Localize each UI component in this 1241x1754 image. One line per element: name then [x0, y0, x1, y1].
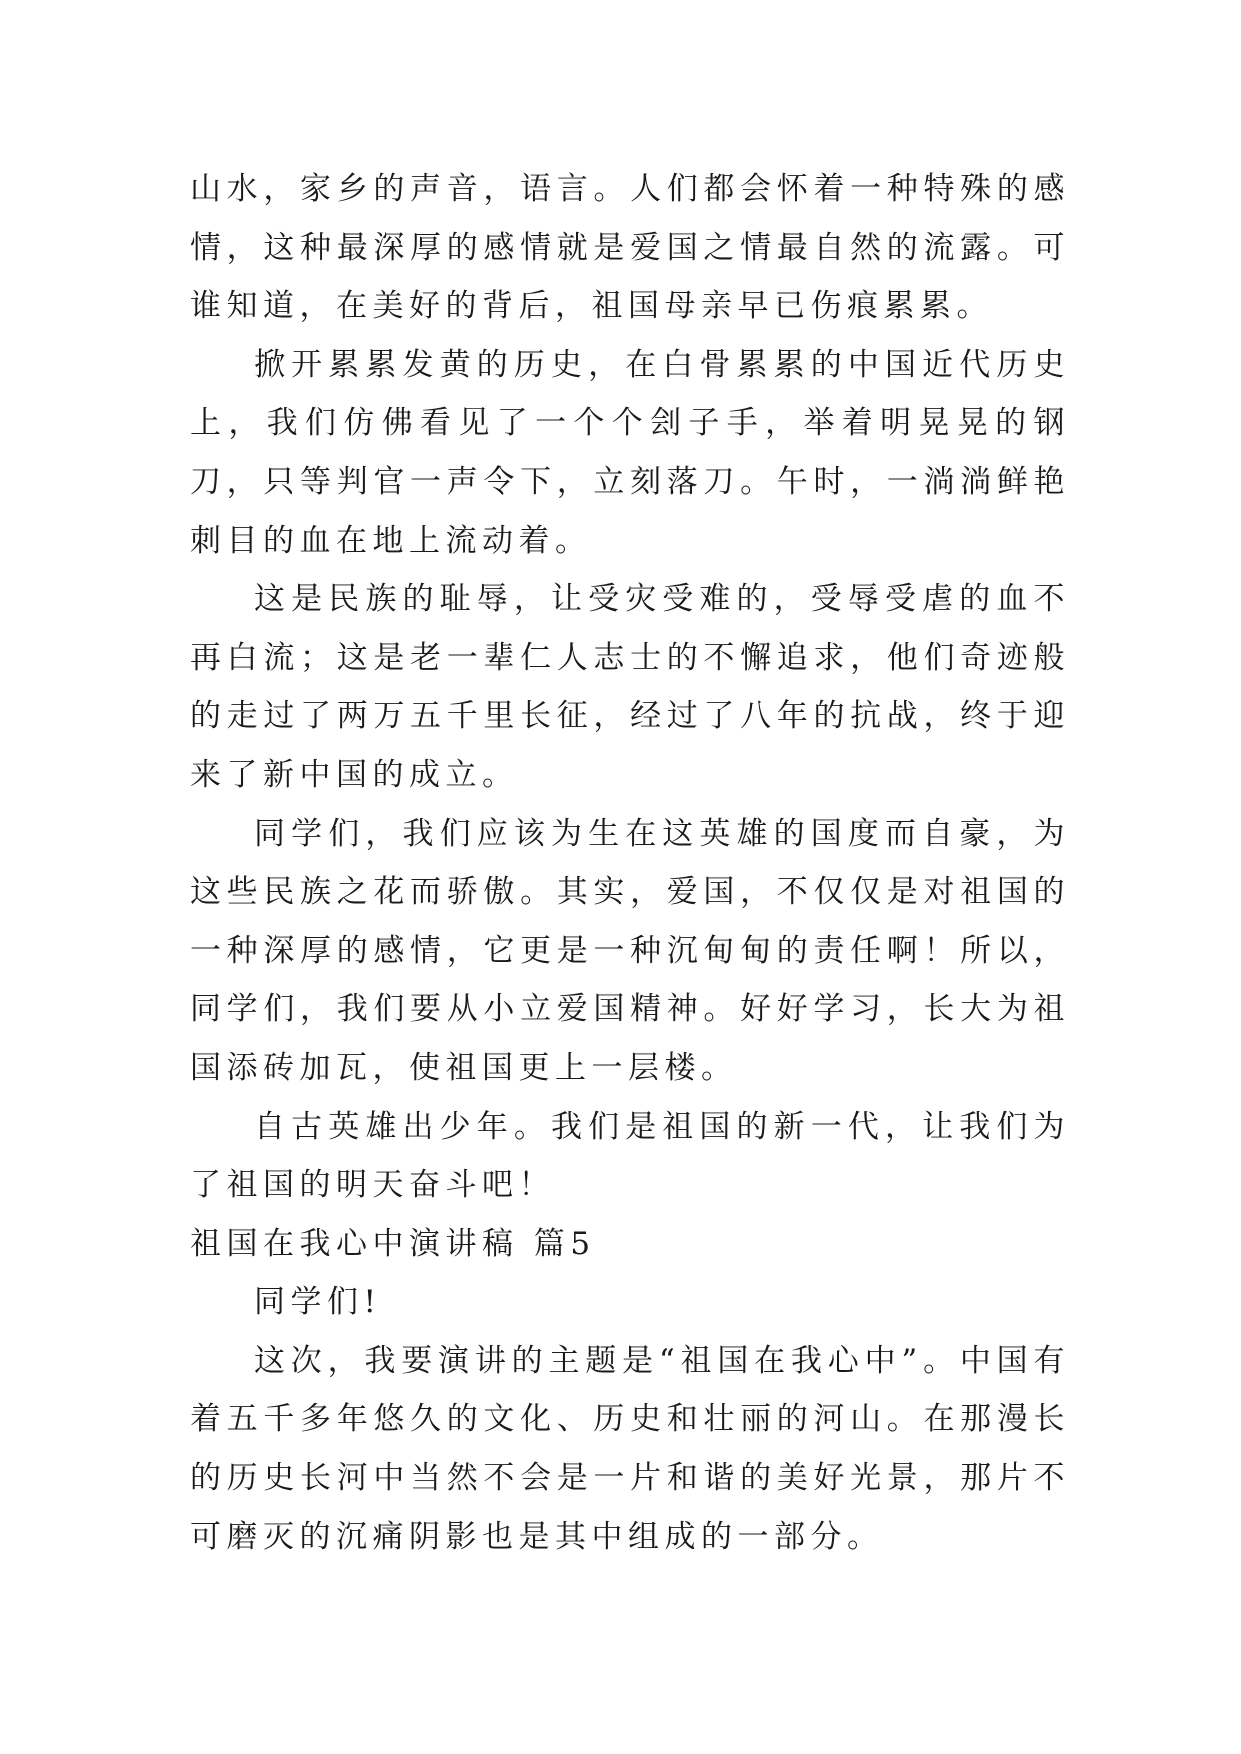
paragraph-6: 同学们! — [254, 1284, 382, 1321]
paragraph-3: 这是民族的耻辱，让受灾受难的，受辱受虐的血不再白流；这是老一辈仁人志士的不懈追求，他们奇迹般的走过了两万五千里长征，经过了八年的抗战，终于迎来了新中国的成立。 — [190, 581, 1070, 793]
paragraph-2: 掀开累累发黄的历史，在白骨累累的中国近代历史上，我们仿佛看见了一个个刽子手，举着明晃晃的钢刀，只等判官一声令下，立刻落刀。午时，一淌淌鲜艳刺目的血在地上流动着。 — [190, 346, 1070, 559]
document-page — [190, 160, 1070, 1566]
paragraph-1: 山水，家乡的声音，语言。人们都会怀着一种特殊的感情，这种最深厚的感情就是爱国之情最自然的流露。可谁知道，在美好的背后，祖国母亲早已伤痕累累。 — [190, 171, 1070, 325]
section-heading: 祖国在我心中演讲稿 篇5 — [190, 1225, 596, 1262]
paragraph-5: 自古英雄出少年。我们是祖国的新一代，让我们为了祖国的明天奋斗吧！ — [190, 1108, 1070, 1204]
paragraph-7: 这次，我要演讲的主题是“祖国在我心中”。中国有着五千多年悠久的文化、历史和壮丽的河山。在那漫长的历史长河中当然不会是一片和谐的美好光景，那片不可磨灭的沉痛阴影也是其中组成的一部分。 — [190, 1342, 1070, 1555]
paragraph-4: 同学们，我们应该为生在这英雄的国度而自豪，为这些民族之花而骄傲。其实，爱国，不仅仅是对祖国的一种深厚的感情，它更是一种沉甸甸的责任啊！所以，同学们，我们要从小立爱国精神。好好学习，长大为祖国添砖加瓦，使祖国更上一层楼。 — [190, 815, 1070, 1086]
